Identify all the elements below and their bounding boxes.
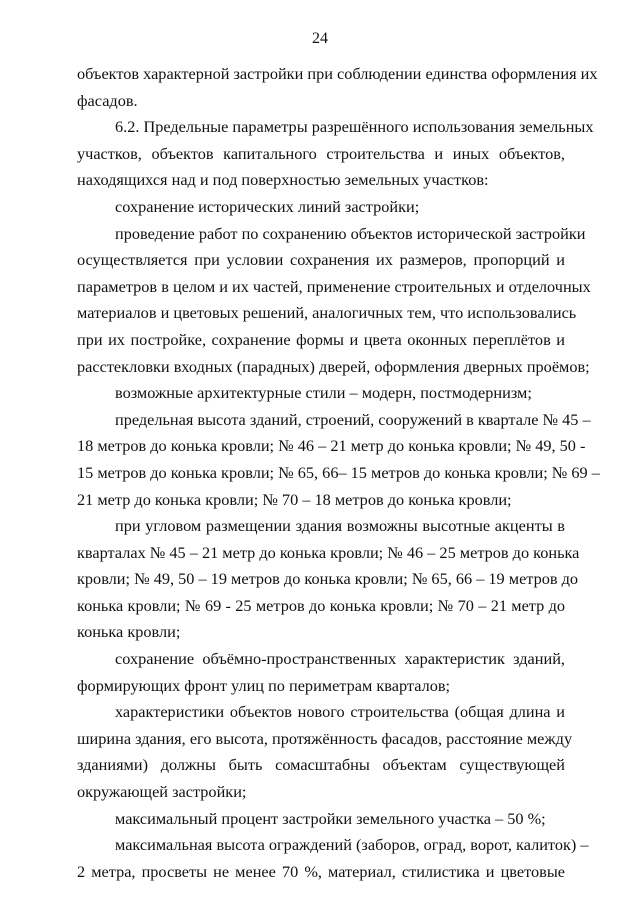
text-line: объектов характерной застройки при соблюдении единства оформления их [77, 64, 598, 83]
body-text [77, 61, 600, 885]
text-line: находящихся над и под поверхностью земельных участков: [77, 170, 489, 190]
text-line: формирующих фронт улиц по периметрам кварталов; [77, 675, 451, 695]
text-line: участков, объектов капитального строительства и иных объектов, [77, 143, 565, 163]
text-line: параметров в целом и их частей, применение строительных и отделочных [77, 276, 591, 296]
text-line: 18 метров до конька кровли; № 46 – 21 метр до конька кровли; № 49, 50 - [77, 436, 586, 456]
text-line: кварталах № 45 – 21 метр до конька кровли; № 46 – 25 метров до конька [77, 542, 580, 562]
text-line: фасадов. [77, 90, 138, 110]
text-line: предельная высота зданий, строений, сооружений в квартале № 45 – [115, 409, 591, 429]
text-line: конька кровли; [77, 622, 181, 642]
text-line: окружающей застройки; [77, 782, 247, 802]
text-line: проведение работ по сохранению объектов исторической застройки [115, 223, 586, 243]
text-line: зданиями) должны быть сомасштабны объектам существующей [77, 755, 565, 775]
text-line: кровли; № 49, 50 – 19 метров до конька кровли; № 65, 66 – 19 метров до [77, 569, 579, 589]
text-line: материалов и цветовых решений, аналогичных тем, что использовались [77, 303, 577, 323]
text-line: 21 метр до конька кровли; № 70 – 18 метров до конька кровли; [77, 489, 512, 509]
text-line: возможные архитектурные стили – модерн, постмодернизм; [115, 383, 532, 403]
text-line: 2 метра, просветы не менее 70 %, материал, стилистика и цветовые [77, 861, 565, 881]
text-line: при их постройке, сохранение формы и цвета оконных переплётов и [77, 329, 565, 349]
page-number: 24 [312, 30, 328, 47]
text-line: характеристики объектов нового строительства (общая длина и [115, 702, 565, 722]
text-line: конька кровли; № 69 - 25 метров до конька кровли; № 70 – 21 метр до [77, 595, 565, 615]
text-line: максимальный процент застройки земельного участка – 50 %; [115, 808, 546, 828]
text-line: расстекловки входных (парадных) дверей, оформления дверных проёмов; [77, 356, 590, 376]
text-line: сохранение объёмно-пространственных характеристик зданий, [115, 649, 565, 669]
text-line: сохранение исторических линий застройки; [115, 196, 420, 216]
text-line: при угловом размещении здания возможны высотные акценты в [115, 516, 565, 536]
text-line: 15 метров до конька кровли; № 65, 66– 15 метров до конька кровли; № 69 – [77, 462, 600, 482]
text-line: 6.2. Предельные параметры разрешённого использования земельных [115, 117, 594, 137]
text-line: ширина здания, его высота, протяжённость фасадов, расстояние между [77, 728, 573, 748]
text-line: осуществляется при условии сохранения их размеров, пропорций и [77, 250, 565, 270]
text-line: максимальная высота ограждений (заборов, оград, ворот, калиток) – [115, 835, 589, 855]
